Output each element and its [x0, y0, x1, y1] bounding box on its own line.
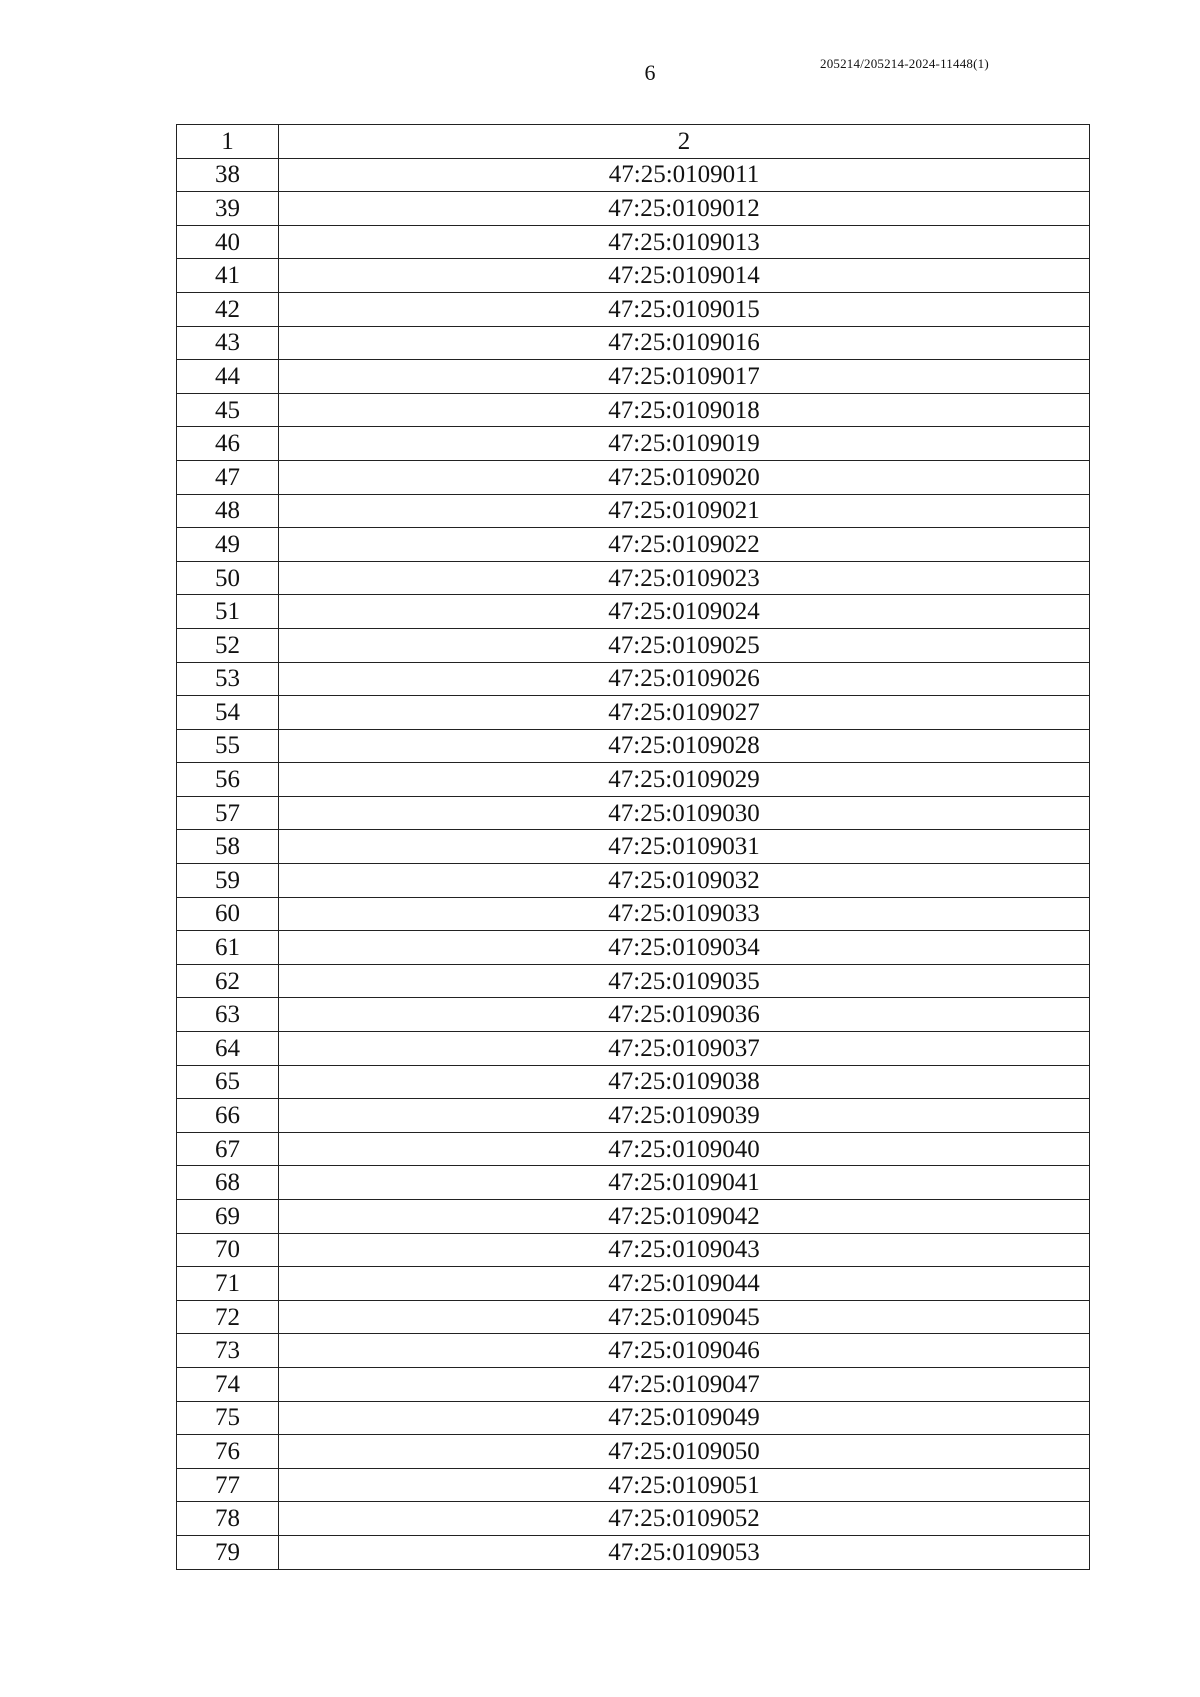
row-number-cell: 57 [177, 796, 279, 830]
table-row [177, 595, 1090, 629]
cadastral-number-cell: 47:25:0109029 [279, 763, 1090, 797]
table-row [177, 1132, 1090, 1166]
cadastral-number-cell: 47:25:0109031 [279, 830, 1090, 864]
table-row [177, 897, 1090, 931]
row-number-cell: 60 [177, 897, 279, 931]
table-row [177, 1267, 1090, 1301]
column-header-2: 2 [279, 125, 1090, 159]
cadastral-number-cell: 47:25:0109050 [279, 1435, 1090, 1469]
cadastral-number-cell: 47:25:0109051 [279, 1468, 1090, 1502]
table-row [177, 1200, 1090, 1234]
cadastral-number-cell: 47:25:0109043 [279, 1233, 1090, 1267]
cadastral-number-cell: 47:25:0109022 [279, 528, 1090, 562]
cadastral-number-cell: 47:25:0109027 [279, 696, 1090, 730]
row-number-cell: 49 [177, 528, 279, 562]
cadastral-number-cell: 47:25:0109039 [279, 1099, 1090, 1133]
row-number-cell: 63 [177, 998, 279, 1032]
cadastral-number-cell: 47:25:0109012 [279, 192, 1090, 226]
row-number-cell: 77 [177, 1468, 279, 1502]
table-row [177, 1099, 1090, 1133]
cadastral-number-cell: 47:25:0109040 [279, 1132, 1090, 1166]
cadastral-number-cell: 47:25:0109037 [279, 1032, 1090, 1066]
row-number-cell: 68 [177, 1166, 279, 1200]
table-row [177, 1334, 1090, 1368]
cadastral-number-cell: 47:25:0109047 [279, 1367, 1090, 1401]
table-row [177, 360, 1090, 394]
row-number-cell: 42 [177, 292, 279, 326]
row-number-cell: 39 [177, 192, 279, 226]
row-number-cell: 46 [177, 427, 279, 461]
row-number-cell: 62 [177, 964, 279, 998]
table-row [177, 864, 1090, 898]
row-number-cell: 38 [177, 158, 279, 192]
row-number-cell: 67 [177, 1132, 279, 1166]
row-number-cell: 74 [177, 1367, 279, 1401]
row-number-cell: 66 [177, 1099, 279, 1133]
table-row [177, 1166, 1090, 1200]
table-row [177, 1468, 1090, 1502]
row-number-cell: 50 [177, 561, 279, 595]
row-number-cell: 79 [177, 1535, 279, 1569]
cadastral-number-cell: 47:25:0109015 [279, 292, 1090, 326]
cadastral-number-cell: 47:25:0109024 [279, 595, 1090, 629]
cadastral-number-cell: 47:25:0109030 [279, 796, 1090, 830]
table-row [177, 1065, 1090, 1099]
cadastral-number-cell: 47:25:0109044 [279, 1267, 1090, 1301]
table-row [177, 393, 1090, 427]
table-row [177, 1367, 1090, 1401]
table-row [177, 830, 1090, 864]
row-number-cell: 47 [177, 460, 279, 494]
document-id: 205214/205214-2024-11448(1) [820, 56, 989, 71]
table-row [177, 561, 1090, 595]
row-number-cell: 59 [177, 864, 279, 898]
table-row [177, 1401, 1090, 1435]
row-number-cell: 75 [177, 1401, 279, 1435]
row-number-cell: 55 [177, 729, 279, 763]
row-number-cell: 53 [177, 662, 279, 696]
table-row [177, 427, 1090, 461]
table-row [177, 460, 1090, 494]
cadastral-number-cell: 47:25:0109034 [279, 931, 1090, 965]
row-number-cell: 70 [177, 1233, 279, 1267]
cadastral-number-cell: 47:25:0109020 [279, 460, 1090, 494]
cadastral-number-cell: 47:25:0109046 [279, 1334, 1090, 1368]
table-row [177, 796, 1090, 830]
row-number-cell: 73 [177, 1334, 279, 1368]
row-number-cell: 78 [177, 1502, 279, 1536]
cadastral-number-cell: 47:25:0109023 [279, 561, 1090, 595]
table-row [177, 964, 1090, 998]
cadastral-number-cell: 47:25:0109017 [279, 360, 1090, 394]
cadastral-number-cell: 47:25:0109016 [279, 326, 1090, 360]
row-number-cell: 41 [177, 259, 279, 293]
cadastral-number-cell: 47:25:0109011 [279, 158, 1090, 192]
table-row [177, 1502, 1090, 1536]
table-row [177, 662, 1090, 696]
cadastral-number-cell: 47:25:0109045 [279, 1300, 1090, 1334]
cadastral-number-cell: 47:25:0109041 [279, 1166, 1090, 1200]
cadastral-number-cell: 47:25:0109018 [279, 393, 1090, 427]
row-number-cell: 72 [177, 1300, 279, 1334]
row-number-cell: 71 [177, 1267, 279, 1301]
table-row [177, 225, 1090, 259]
cadastral-number-cell: 47:25:0109053 [279, 1535, 1090, 1569]
row-number-cell: 76 [177, 1435, 279, 1469]
cadastral-number-cell: 47:25:0109042 [279, 1200, 1090, 1234]
cadastral-number-cell: 47:25:0109049 [279, 1401, 1090, 1435]
column-header-1: 1 [177, 125, 279, 159]
cadastral-number-cell: 47:25:0109026 [279, 662, 1090, 696]
cadastral-number-cell: 47:25:0109019 [279, 427, 1090, 461]
table-body [177, 158, 1090, 1569]
cadastral-number-cell: 47:25:0109032 [279, 864, 1090, 898]
cadastral-number-cell: 47:25:0109033 [279, 897, 1090, 931]
row-number-cell: 44 [177, 360, 279, 394]
table-row [177, 1300, 1090, 1334]
row-number-cell: 56 [177, 763, 279, 797]
table-row [177, 1435, 1090, 1469]
table-row [177, 763, 1090, 797]
cadastral-number-cell: 47:25:0109025 [279, 628, 1090, 662]
cadastral-number-cell: 47:25:0109052 [279, 1502, 1090, 1536]
row-number-cell: 51 [177, 595, 279, 629]
row-number-cell: 43 [177, 326, 279, 360]
table-row [177, 696, 1090, 730]
cadastral-number-cell: 47:25:0109013 [279, 225, 1090, 259]
row-number-cell: 61 [177, 931, 279, 965]
cadastral-number-cell: 47:25:0109035 [279, 964, 1090, 998]
cadastral-number-cell: 47:25:0109021 [279, 494, 1090, 528]
cadastral-number-cell: 47:25:0109028 [279, 729, 1090, 763]
table-row [177, 259, 1090, 293]
table-row [177, 628, 1090, 662]
row-number-cell: 52 [177, 628, 279, 662]
table-row [177, 494, 1090, 528]
cadastral-number-cell: 47:25:0109014 [279, 259, 1090, 293]
table-row [177, 1535, 1090, 1569]
table-row [177, 326, 1090, 360]
row-number-cell: 54 [177, 696, 279, 730]
table-row [177, 528, 1090, 562]
row-number-cell: 48 [177, 494, 279, 528]
cadastral-number-cell: 47:25:0109038 [279, 1065, 1090, 1099]
table-header-row [177, 125, 1090, 159]
cadastral-table [176, 124, 1090, 1570]
table-row [177, 192, 1090, 226]
table-row [177, 292, 1090, 326]
cadastral-number-cell: 47:25:0109036 [279, 998, 1090, 1032]
table-row [177, 1032, 1090, 1066]
table-row [177, 931, 1090, 965]
row-number-cell: 40 [177, 225, 279, 259]
row-number-cell: 64 [177, 1032, 279, 1066]
row-number-cell: 65 [177, 1065, 279, 1099]
row-number-cell: 69 [177, 1200, 279, 1234]
table-row [177, 1233, 1090, 1267]
table-container [176, 124, 1090, 1570]
page-number: 6 [644, 60, 656, 85]
table-row [177, 998, 1090, 1032]
table-row [177, 158, 1090, 192]
row-number-cell: 45 [177, 393, 279, 427]
row-number-cell: 58 [177, 830, 279, 864]
table-row [177, 729, 1090, 763]
